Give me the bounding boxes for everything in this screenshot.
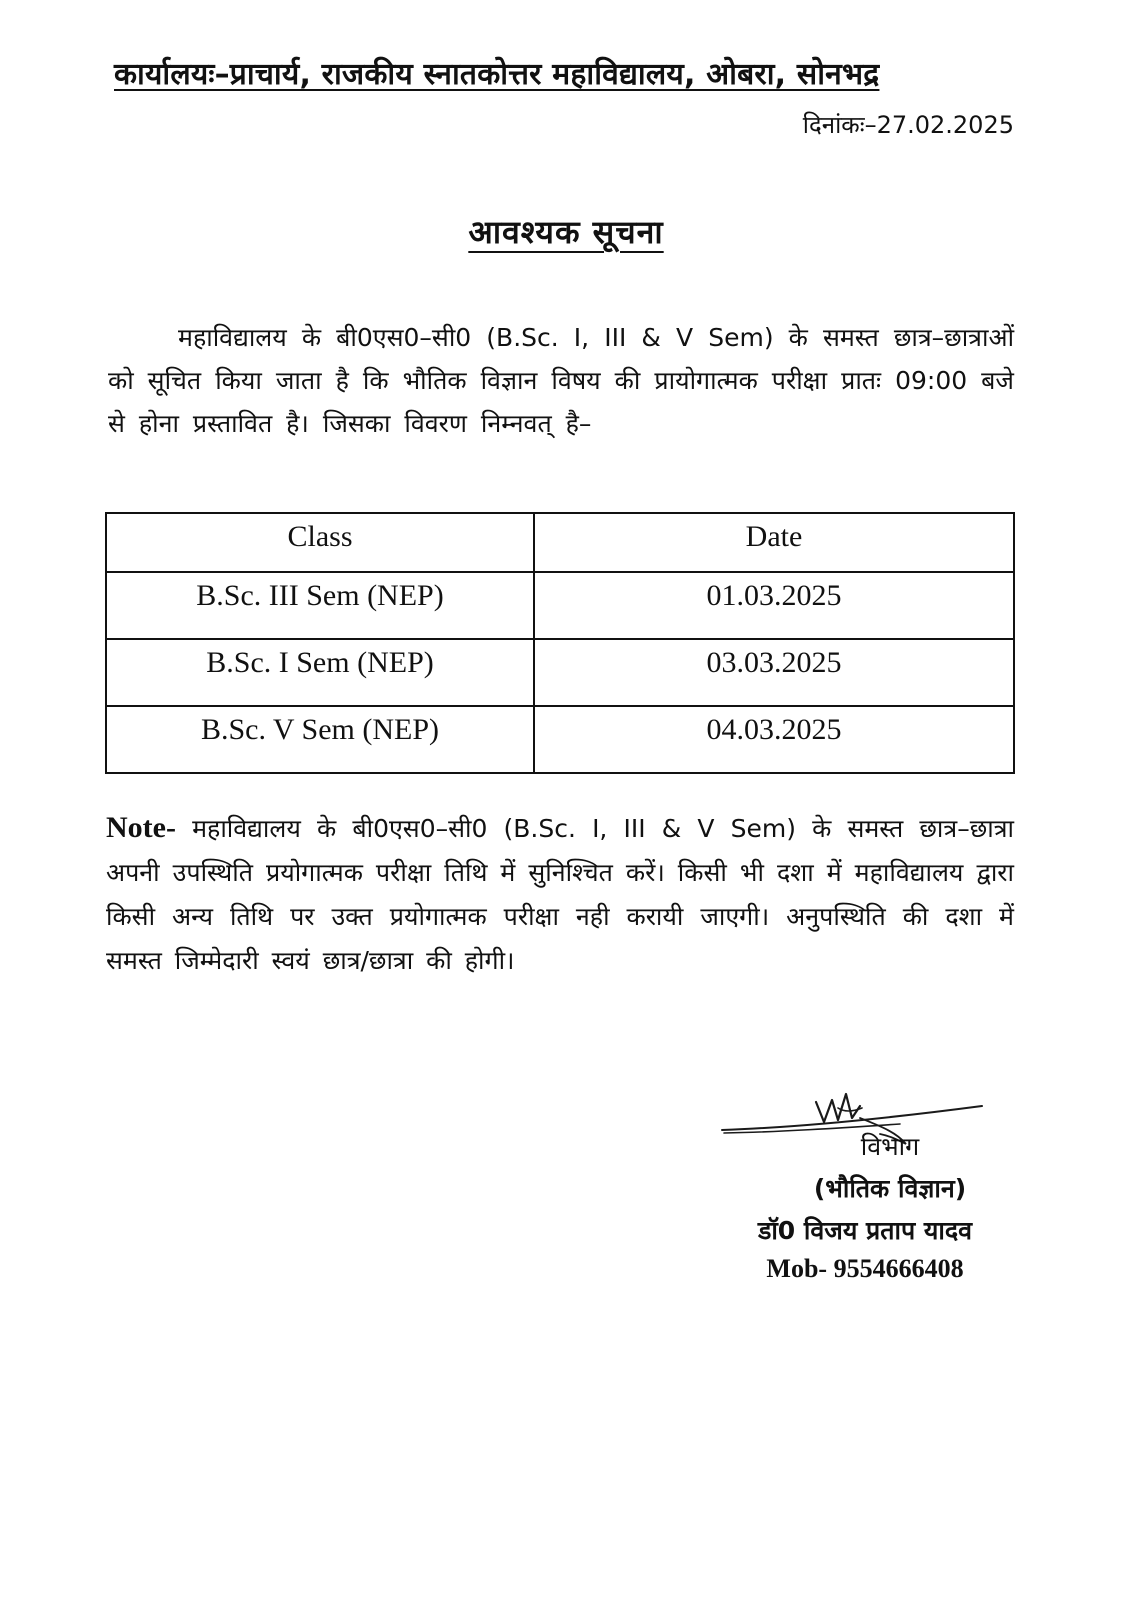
exam-schedule-table xyxy=(105,512,1015,774)
notice-body: महाविद्यालय के बी0एस0–सी0 (B.Sc. I, III & V Sem) के समस्त छात्र–छात्राओं को सूचित किया जाता है कि भौतिक विज्ञान विषय की प्रायोगात्मक परीक्षा प्रातः 09:00 बजे से होना प्रस्तावित है। जिसका विवरण निम्नवत् है– xyxy=(108,323,1014,438)
table-header-row xyxy=(106,513,1014,572)
note-label: Note- xyxy=(106,811,176,844)
notice-title-text: आवश्यक सूचना xyxy=(468,213,664,251)
column-header-date: Date xyxy=(534,513,1014,572)
notice-title xyxy=(0,210,1132,253)
class-cell: B.Sc. V Sem (NEP) xyxy=(106,706,534,773)
signatory-name: डॉ0 विजय प्रताप यादव xyxy=(757,1216,973,1245)
table-row xyxy=(106,572,1014,639)
class-cell: B.Sc. III Sem (NEP) xyxy=(106,572,534,639)
column-header-class: Class xyxy=(106,513,534,572)
class-cell: B.Sc. I Sem (NEP) xyxy=(106,639,534,706)
note-paragraph xyxy=(106,806,1014,983)
signatory-mobile: Mob- 9554666408 xyxy=(766,1254,964,1283)
table-row xyxy=(106,639,1014,706)
signature-block xyxy=(700,1126,1030,1286)
signatory-department: विभाग xyxy=(860,1132,920,1161)
table-row xyxy=(106,706,1014,773)
signatory-subject: (भौतिक विज्ञान) xyxy=(813,1174,967,1203)
office-header: कार्यालयः–प्राचार्य, राजकीय स्नातकोत्तर महाविद्यालय, ओबरा, सोनभद्र xyxy=(114,57,880,92)
date-cell: 03.03.2025 xyxy=(534,639,1014,706)
date-cell: 01.03.2025 xyxy=(534,572,1014,639)
date-cell: 04.03.2025 xyxy=(534,706,1014,773)
notice-date: दिनांकः–27.02.2025 xyxy=(802,111,1014,139)
note-text: महाविद्यालय के बी0एस0–सी0 (B.Sc. I, III & V Sem) के समस्त छात्र–छात्रा अपनी उपस्थिति प्रयोगात्मक परीक्षा तिथि में सुनिश्चित करें। किसी भी दशा में महाविद्यालय द्वारा किसी अन्य तिथि पर उक्त प्रयोगात्मक परीक्षा नही करायी जाएगी। अनुपस्थिति की दशा में समस्त जिम्मेदारी स्वयं छात्र/छात्रा की होगी। xyxy=(106,814,1014,975)
